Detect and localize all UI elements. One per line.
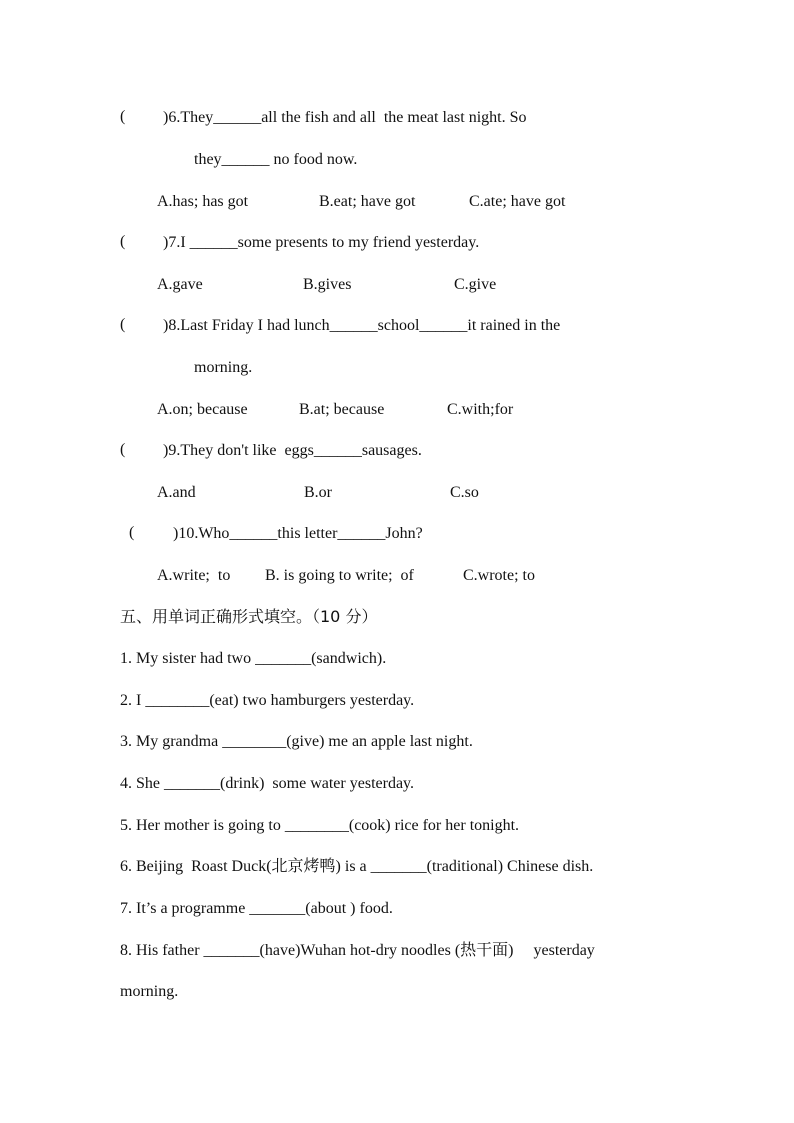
option-b[interactable]: B.at; because [299,401,385,418]
question-stem: )7.I ______some presents to my friend yesterday. [163,234,480,251]
fill-item-3[interactable]: 3. My grandma ________(give) me an apple last night. [120,733,473,750]
option-a[interactable]: A.and [157,484,196,501]
fill-item-7[interactable]: 7. It’s a programme _______(about ) food. [120,900,393,917]
section-heading: 五、用单词正确形式填空。（10 分） [120,607,378,626]
question-stem: )8.Last Friday I had lunch______school______it rained in the [163,317,561,334]
answer-paren-open[interactable]: ( [120,316,126,333]
fill-item-1[interactable]: 1. My sister had two _______(sandwich). [120,650,387,667]
fill-item-6[interactable]: 6. Beijing Roast Duck(北京烤鸭) is a _______(traditional) Chinese dish. [120,858,594,875]
option-c[interactable]: C.wrote; to [463,567,535,584]
option-b[interactable]: B.or [304,484,332,501]
option-a[interactable]: A.gave [157,276,203,293]
option-c[interactable]: C.give [454,276,497,293]
question-stem: )6.They______all the fish and all the meat last night. So [163,109,527,126]
option-c[interactable]: C.with;for [447,401,514,418]
option-b[interactable]: B. is going to write; of [265,567,414,584]
option-c[interactable]: C.so [450,484,479,501]
question-stem-continued: they______ no food now. [194,151,358,168]
option-b[interactable]: B.eat; have got [319,193,416,210]
fill-item-8[interactable]: 8. His father _______(have)Wuhan hot-dry noodles (热干面) yesterday [120,942,595,959]
option-c[interactable]: C.ate; have got [469,193,566,210]
answer-paren-open[interactable]: ( [120,441,126,458]
fill-item-5[interactable]: 5. Her mother is going to ________(cook) rice for her tonight. [120,817,520,834]
answer-paren-open[interactable]: ( [120,233,126,250]
option-a[interactable]: A.on; because [157,401,248,418]
answer-paren-open[interactable]: ( [129,524,135,541]
fill-item-4[interactable]: 4. She _______(drink) some water yesterday. [120,775,414,792]
question-stem: )10.Who______this letter______John? [173,525,423,542]
question-stem-continued: morning. [194,359,253,376]
question-stem: )9.They don't like eggs______sausages. [163,442,422,459]
fill-item-8-continued: morning. [120,983,179,1000]
option-a[interactable]: A.write; to [157,567,231,584]
answer-paren-open[interactable]: ( [120,108,126,125]
option-a[interactable]: A.has; has got [157,193,249,210]
option-b[interactable]: B.gives [303,276,352,293]
fill-item-2[interactable]: 2. I ________(eat) two hamburgers yesterday. [120,692,415,709]
